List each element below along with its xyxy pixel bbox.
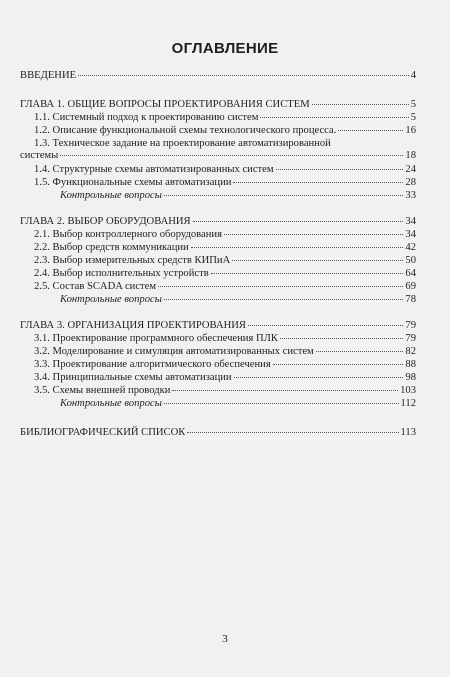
toc-page-number: 79 xyxy=(405,320,416,331)
toc-page-number: 24 xyxy=(405,164,416,175)
toc-entry-text: Контрольные вопросы xyxy=(60,398,162,409)
dot-leader xyxy=(276,169,404,170)
dot-leader xyxy=(191,247,404,248)
toc-page-number: 69 xyxy=(405,281,416,292)
toc-page-number: 82 xyxy=(405,346,416,357)
toc-chapter-title: ГЛАВА 3. ОРГАНИЗАЦИЯ ПРОЕКТИРОВАНИЯ xyxy=(20,320,246,331)
toc-entry-1-4[interactable] xyxy=(34,164,416,176)
toc-entry-3-1[interactable] xyxy=(34,333,416,345)
toc-entry-2-4[interactable] xyxy=(34,268,416,280)
toc-entry-1-2[interactable] xyxy=(34,125,416,137)
toc-chapter-title: ГЛАВА 1. ОБЩИЕ ВОПРОСЫ ПРОЕКТИРОВАНИЯ СИСТЕМ xyxy=(20,99,310,110)
toc-chapter-2[interactable] xyxy=(20,216,416,228)
dot-leader xyxy=(338,130,403,131)
toc-page-number: 42 xyxy=(405,242,416,253)
toc-page-number: 103 xyxy=(400,385,416,396)
toc-entry-text: 2.4. Выбор исполнительных устройств xyxy=(34,268,209,279)
toc-entry-text: 2.2. Выбор средств коммуникации xyxy=(34,242,189,253)
toc-page-number: 64 xyxy=(405,268,416,279)
dot-leader xyxy=(211,273,404,274)
toc-entry-2-2[interactable] xyxy=(34,242,416,254)
toc-chapter-1[interactable] xyxy=(20,99,416,111)
toc-entry-text: 1.2. Описание функциональной схемы технологического процесса. xyxy=(34,125,337,136)
dot-leader xyxy=(234,377,404,378)
dot-leader xyxy=(316,351,404,352)
dot-leader xyxy=(187,432,398,433)
toc-entry-2-control[interactable] xyxy=(60,294,416,306)
toc-entry-text: 3.2. Моделирование и симуляция автоматизированных систем xyxy=(34,346,314,357)
toc-page-number: 18 xyxy=(405,150,416,161)
toc-page-number: 5 xyxy=(410,112,416,123)
toc-entry-text: ВВЕДЕНИЕ xyxy=(20,70,77,81)
dot-leader xyxy=(233,182,403,183)
toc-entry-1-3-line1[interactable]: 1.3. Техническое задание на проектирование автоматизированной xyxy=(34,138,331,149)
toc-entry-text: 1.4. Структурные схемы автоматизированных систем xyxy=(34,164,274,175)
toc-entry-1-1[interactable] xyxy=(34,112,416,124)
toc-page-number: 50 xyxy=(405,255,416,266)
toc-entry-text: 3.3. Проектирование алгоритмического обеспечения xyxy=(34,359,271,370)
toc-entry-3-4[interactable] xyxy=(34,372,416,384)
toc-page-number: 98 xyxy=(405,372,416,383)
dot-leader xyxy=(78,75,409,76)
dot-leader xyxy=(312,104,409,105)
toc-chapter-3[interactable] xyxy=(20,320,416,332)
toc-page-number: 34 xyxy=(405,216,416,227)
toc-entry-1-control[interactable] xyxy=(60,190,416,202)
toc-entry-text: Контрольные вопросы xyxy=(60,294,162,305)
dot-leader xyxy=(273,364,404,365)
toc-entry-3-2[interactable] xyxy=(34,346,416,358)
toc-page-number: 5 xyxy=(410,99,416,110)
toc-entry-2-5[interactable] xyxy=(34,281,416,293)
toc-entry-text: 2.1. Выбор контроллерного оборудования xyxy=(34,229,222,240)
toc-entry-intro[interactable] xyxy=(20,70,416,82)
toc-entry-text: 2.5. Состав SCADA систем xyxy=(34,281,157,292)
toc-entry-3-3[interactable] xyxy=(34,359,416,371)
toc-page-number: 4 xyxy=(410,70,416,81)
dot-leader xyxy=(193,221,404,222)
toc-entry-2-1[interactable] xyxy=(34,229,416,241)
toc-page-number: 79 xyxy=(405,333,416,344)
toc-entry-3-control[interactable] xyxy=(60,398,416,410)
dot-leader xyxy=(158,286,403,287)
toc-entry-bibliography[interactable] xyxy=(20,427,416,439)
dot-leader xyxy=(172,390,398,391)
dot-leader xyxy=(260,117,408,118)
toc-page-number: 88 xyxy=(405,359,416,370)
toc-entry-text: 3.5. Схемы внешней проводки xyxy=(34,385,171,396)
toc-page-number: 78 xyxy=(405,294,416,305)
toc-entry-text: 1.5. Функциональные схемы автоматизации xyxy=(34,177,232,188)
toc-entry-text: 1.1. Системный подход к проектированию систем xyxy=(34,112,259,123)
page-number: 3 xyxy=(222,633,228,645)
toc-entry-text: 3.4. Принципиальные схемы автоматизации xyxy=(34,372,232,383)
toc-page-number: 16 xyxy=(405,125,416,136)
toc-page-number: 34 xyxy=(405,229,416,240)
page-title: ОГЛАВЛЕНИЕ xyxy=(171,40,279,57)
dot-leader xyxy=(248,325,403,326)
toc-entry-2-3[interactable] xyxy=(34,255,416,267)
toc-chapter-title: ГЛАВА 2. ВЫБОР ОБОРУДОВАНИЯ xyxy=(20,216,191,227)
toc-page-number: 33 xyxy=(405,190,416,201)
toc-page-number: 113 xyxy=(400,427,416,438)
toc-entry-1-3[interactable] xyxy=(20,150,416,162)
dot-leader xyxy=(164,195,403,196)
toc-entry-text: Контрольные вопросы xyxy=(60,190,162,201)
dot-leader xyxy=(164,299,403,300)
dot-leader xyxy=(164,403,399,404)
toc-entry-text: системы xyxy=(20,150,59,161)
dot-leader xyxy=(60,155,403,156)
toc-entry-text: БИБЛИОГРАФИЧЕСКИЙ СПИСОК xyxy=(20,427,186,438)
toc-entry-1-5[interactable] xyxy=(34,177,416,189)
toc-entry-3-5[interactable] xyxy=(34,385,416,397)
toc-entry-text: 3.1. Проектирование программного обеспечения ПЛК xyxy=(34,333,278,344)
toc-entry-text: 2.3. Выбор измерительных средств КИПиА xyxy=(34,255,231,266)
toc-page-number: 112 xyxy=(400,398,416,409)
dot-leader xyxy=(232,260,403,261)
dot-leader xyxy=(224,234,403,235)
toc-page-number: 28 xyxy=(405,177,416,188)
dot-leader xyxy=(280,338,404,339)
